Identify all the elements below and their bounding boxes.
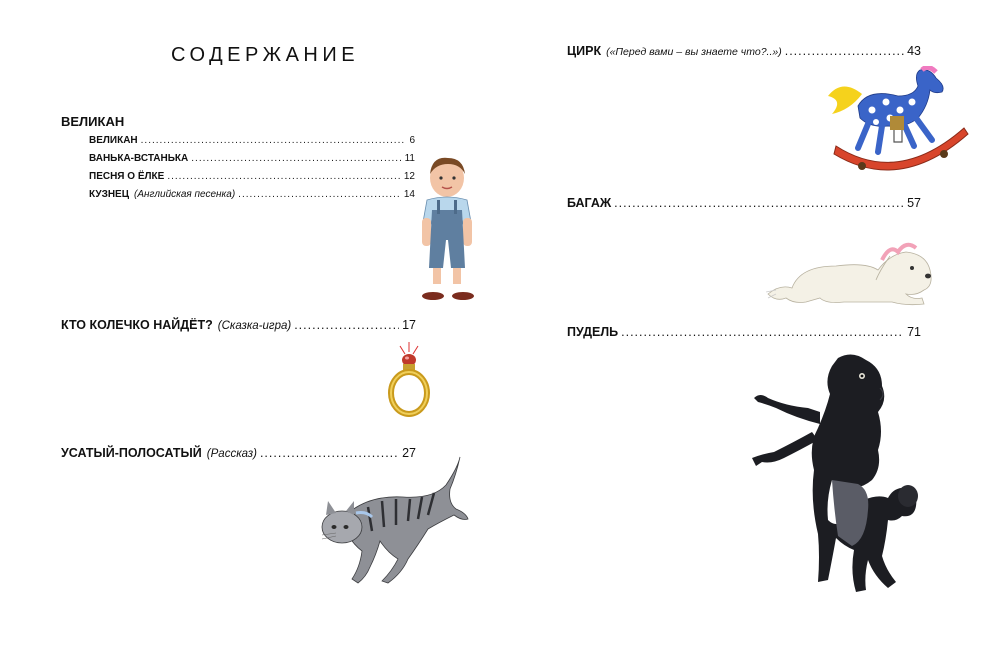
toc-leader-dots <box>141 135 407 146</box>
poodle-illustration <box>748 350 928 600</box>
cat-illustration <box>318 455 473 590</box>
toc-entry-title: ВАНЬКА-ВСТАНЬКА <box>89 153 189 164</box>
toc-leader-dots <box>294 318 399 332</box>
toc-leader-dots <box>621 325 904 339</box>
toc-entry[interactable] <box>61 318 416 332</box>
toc-entry-title: ПУДЕЛЬ <box>567 325 619 339</box>
toc-entry[interactable] <box>567 44 921 58</box>
toc-entry-page: 6 <box>409 135 415 146</box>
toc-entry-subtitle: («Перед вами – вы знаете что?..») <box>606 46 782 58</box>
toc-entry-page: 71 <box>907 325 921 339</box>
toc-entry-page: 27 <box>402 446 416 460</box>
toc-entry-page: 11 <box>404 153 415 164</box>
toc-entry-title: КТО КОЛЕЧКО НАЙДЁТ? <box>61 318 213 332</box>
toc-entry[interactable] <box>89 153 415 164</box>
puppy-illustration <box>766 236 938 310</box>
toc-entry[interactable] <box>89 135 415 146</box>
toc-entry[interactable] <box>89 189 415 200</box>
rocking-horse-illustration <box>828 66 973 181</box>
toc-entry[interactable] <box>567 196 921 210</box>
toc-leader-dots <box>614 196 904 210</box>
toc-entry-page: 14 <box>403 189 415 200</box>
toc-leader-dots <box>238 189 401 200</box>
toc-entry-page: 17 <box>402 318 416 332</box>
toc-entry-title: БАГАЖ <box>567 196 612 210</box>
toc-leader-dots <box>785 44 904 58</box>
toc-entry-title: КУЗНЕЦ <box>89 189 130 200</box>
toc-entry-title: ЦИРК <box>567 44 602 58</box>
toc-entry-subtitle: (Сказка-игра) <box>217 320 292 332</box>
toc-leader-dots <box>191 153 401 164</box>
right-page <box>498 0 996 646</box>
boy-illustration <box>405 150 489 310</box>
toc-entry-title: УСАТЫЙ-ПОЛОСАТЫЙ <box>61 446 202 460</box>
page-title: СОДЕРЖАНИЕ <box>171 44 360 66</box>
toc-entry-page: 12 <box>403 171 415 182</box>
toc-entry-subtitle: (Рассказ) <box>206 448 257 460</box>
section-heading-velikan: ВЕЛИКАН <box>61 114 125 129</box>
toc-entry-page: 57 <box>907 196 921 210</box>
toc-entry-page: 43 <box>907 44 921 58</box>
toc-entry[interactable] <box>89 171 415 182</box>
ring-illustration <box>384 340 434 420</box>
toc-entry-title: ПЕСНЯ О ЁЛКЕ <box>89 171 165 182</box>
toc-leader-dots <box>167 171 401 182</box>
toc-entry[interactable] <box>567 325 921 339</box>
toc-entry-title: ВЕЛИКАН <box>89 135 138 146</box>
toc-entry-subtitle: (Английская песенка) <box>134 189 236 200</box>
